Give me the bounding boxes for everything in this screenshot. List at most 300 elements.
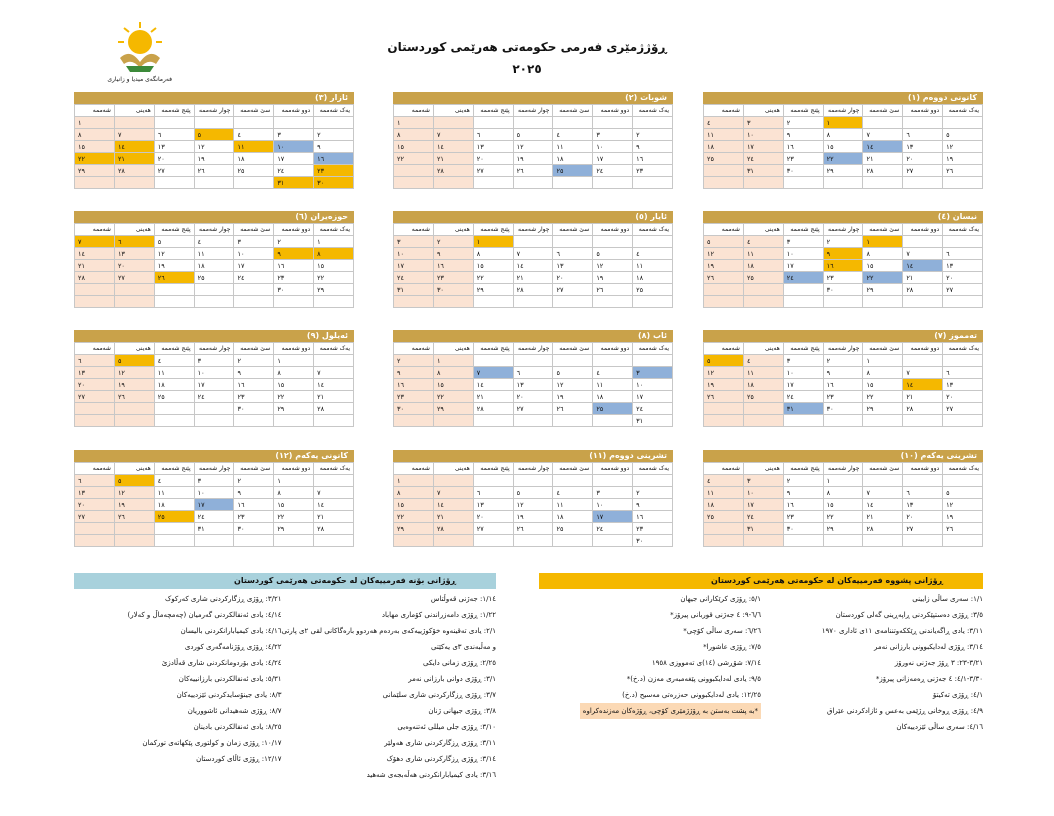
day-cell: ٧ [433,129,473,141]
list-item [74,703,282,719]
day-cell: ٨ [863,367,903,379]
day-cell: ٢ [234,475,274,487]
day-cell: ٣١ [394,284,434,296]
day-cell: ٢ [274,236,314,248]
day-cell: ٩ [823,248,863,260]
day-cell [903,177,943,189]
day-cell: ٢٧ [75,511,115,523]
day-cell: ٣١ [194,523,234,535]
day-cell [473,117,513,129]
day-cell: ٢٤ [394,272,434,284]
day-cell: ١٩ [513,153,553,165]
day-cell: ٢٦ [593,284,633,296]
day-cell: ٢٧ [903,165,943,177]
day-cell: ٢٠ [114,260,154,272]
krg-logo [108,18,172,90]
day-cell [75,403,115,415]
day-cell: ١٢ [513,141,553,153]
day-name: شەممە [394,105,434,117]
list-item-text: ١/٢٢: ڕۆژی دامەزراندنی کۆماری مهاباد [381,611,496,619]
day-name: چوار شەممە [194,105,234,117]
day-cell: ٦ [903,487,943,499]
day-name: چوار شەممە [194,343,234,355]
list-item-text: و مەڵبەندی ٣ی یەکێتی [431,643,496,651]
month-title: کانونی دووەم (١) [703,92,983,104]
day-cell: ٢١ [314,511,354,523]
day-name: یەک شەممە [943,224,983,236]
day-cell: ١٩ [704,260,744,272]
day-cell: ٣٠ [433,284,473,296]
day-cell: ١٤ [314,499,354,511]
day-cell: ٤ [553,129,593,141]
day-cell: ١٧ [274,153,314,165]
day-cell: ٥ [553,367,593,379]
day-cell: ٢٤ [743,153,783,165]
day-cell: ١٧ [194,499,234,511]
day-cell: ١٢ [553,379,593,391]
day-name: چوار شەممە [823,463,863,475]
day-cell: ٣ [593,129,633,141]
day-cell: ٥ [513,487,553,499]
list-item-text: ٦/٢٦: سەری ساڵی کۆچی* [683,627,761,635]
day-cell [783,177,823,189]
day-cell [513,177,553,189]
page-year: ٢٠٢٥ [512,62,542,76]
day-cell [704,415,744,427]
day-cell: ٦ [473,487,513,499]
day-cell: ٣٠ [823,284,863,296]
day-name: سێ شەممە [863,343,903,355]
day-cell: ١٧ [783,379,823,391]
day-cell: ٧ [75,236,115,248]
day-cell [194,117,234,129]
day-cell: ٣ [394,236,434,248]
events-list-left [74,591,282,783]
day-cell: ٢٧ [75,391,115,403]
day-name: یەک شەممە [314,343,354,355]
day-cell: ١٦ [314,153,354,165]
day-name: پێنج شەممە [154,105,194,117]
day-cell: ٢٨ [863,523,903,535]
day-cell [783,296,823,308]
day-cell: ٣١ [274,177,314,189]
month-title: تەمموز (٧) [703,330,983,342]
day-cell: ١ [823,475,863,487]
day-cell: ٢٠ [943,391,983,403]
day-cell [154,177,194,189]
month-calendar [703,450,983,547]
day-name: سێ شەممە [553,343,593,355]
day-cell: ٨ [394,487,434,499]
day-cell: ٢٤ [783,391,823,403]
day-cell [314,535,354,547]
day-cell: ١ [394,117,434,129]
day-cell: ١٧ [234,260,274,272]
day-cell: ١٥ [433,379,473,391]
day-cell [593,236,633,248]
day-cell: ٣٠ [394,403,434,415]
day-cell: ٣٠ [633,535,673,547]
day-cell: ١٥ [274,499,314,511]
day-cell: ٢٢ [314,272,354,284]
day-name: پێنج شەممە [473,224,513,236]
day-cell: ٢٧ [114,272,154,284]
day-cell: ١٥ [75,141,115,153]
day-name: چوار شەممە [194,463,234,475]
day-cell [863,117,903,129]
day-cell: ١١ [234,141,274,153]
day-cell: ١٠ [783,248,823,260]
day-cell [473,355,513,367]
day-cell: ٨ [274,367,314,379]
day-cell: ٢٩ [394,523,434,535]
day-cell: ١٣ [154,141,194,153]
day-cell: ٢٦ [513,165,553,177]
day-cell: ٢ [783,117,823,129]
day-cell: ٢٥ [704,153,744,165]
day-name: سێ شەممە [863,105,903,117]
day-cell [234,415,274,427]
day-name: شەممە [75,224,115,236]
day-cell: ٢٠ [903,511,943,523]
list-item [74,655,282,671]
day-cell: ٣ [194,355,234,367]
day-cell: ٧ [903,367,943,379]
day-name: یەک شەممە [314,105,354,117]
list-item-text: ٣/١: ڕۆژی دوانی بارزانی نەمر [408,675,496,683]
day-cell: ٢٣ [783,511,823,523]
day-cell: ٧ [114,129,154,141]
day-name: چوار شەممە [823,105,863,117]
list-item-text: ٣/٨: ڕۆژی جیهانی ژنان [428,707,496,715]
day-cell: ٢٨ [473,403,513,415]
day-cell: ١٣ [473,499,513,511]
day-cell: ٨ [274,487,314,499]
list-item [74,687,282,703]
day-name: پێنج شەممە [473,105,513,117]
list-item [539,703,761,719]
day-cell [704,523,744,535]
list-item [74,719,282,735]
day-cell: ١٧ [593,511,633,523]
day-cell: ٢٥ [234,165,274,177]
day-cell [75,415,115,427]
day-cell: ٢٨ [513,284,553,296]
day-cell: ١١ [743,248,783,260]
day-cell [863,535,903,547]
day-cell: ٢٥ [743,272,783,284]
day-cell: ١٠ [274,141,314,153]
day-cell [593,117,633,129]
day-cell [75,535,115,547]
list-item-text: ٤/٢٤: یادی بۆردومانکردنی شاری قەڵادزێ [161,659,282,667]
day-cell: ٢٣ [823,272,863,284]
day-cell: ٢٨ [314,403,354,415]
day-cell: ٢ [394,355,434,367]
day-cell: ١ [314,236,354,248]
day-cell [553,296,593,308]
day-cell [593,535,633,547]
day-cell: ٢٣ [633,523,673,535]
month-calendar [703,211,983,308]
day-cell: ٣١ [783,403,823,415]
day-cell: ٢ [633,129,673,141]
day-name: پێنج شەممە [783,105,823,117]
day-name: دوو شەممە [593,224,633,236]
list-item [539,687,761,703]
day-cell [553,535,593,547]
day-name: یەک شەممە [633,224,673,236]
day-cell: ٢٨ [114,165,154,177]
day-cell: ١١ [553,141,593,153]
day-cell: ٢٤ [593,523,633,535]
list-item-text: ٨/٣: یادی جینۆسایدکردنی ئێزدییەکان [176,691,282,699]
month-calendar [393,92,673,189]
list-item [539,639,761,655]
day-cell [114,284,154,296]
day-cell [593,296,633,308]
day-cell [553,475,593,487]
day-cell: ٣ [194,475,234,487]
day-cell: ٢٦ [114,511,154,523]
day-cell: ١٤ [433,499,473,511]
day-cell: ١٥ [274,379,314,391]
day-cell [633,475,673,487]
day-cell: ٢٣ [274,272,314,284]
list-item-text: ٣/٢١-٢٣: ٣ ڕۆژ جەژنی نەورۆز [894,659,983,667]
day-name: هەینی [743,224,783,236]
list-item-text: ٣/٧: ڕۆژی ڕزگارکردنی شاری سلێمانی [382,691,496,699]
day-cell [433,535,473,547]
list-item [74,591,282,607]
month-calendar [393,450,673,547]
day-cell: ٢٩ [863,403,903,415]
day-cell: ١٢ [154,248,194,260]
day-name: پێنج شەممە [783,224,823,236]
list-item [761,671,983,687]
day-cell: ١٨ [704,499,744,511]
month-calendar [703,330,983,427]
month-title: كانونی یەکەم (١٢) [74,450,354,462]
day-cell [314,355,354,367]
day-cell: ٢٦ [943,165,983,177]
day-cell: ١ [433,355,473,367]
list-item-text: ٤/٢٢: ڕۆژی ڕۆژنامەگەری کوردی [184,643,282,651]
day-cell [75,284,115,296]
day-cell [433,296,473,308]
day-name: شەممە [394,463,434,475]
day-cell: ٢٧ [473,523,513,535]
day-cell: ٨ [823,487,863,499]
day-name: دوو شەممە [903,105,943,117]
list-item [282,671,496,687]
day-cell: ٢٥ [743,391,783,403]
day-cell: ٦ [943,367,983,379]
list-item [761,607,983,623]
day-name: هەینی [743,463,783,475]
day-cell: ١٥ [473,260,513,272]
day-cell [314,475,354,487]
day-cell: ٧ [863,129,903,141]
day-cell [473,177,513,189]
day-cell [943,355,983,367]
day-cell [823,177,863,189]
day-cell: ١٨ [633,272,673,284]
day-cell: ٢٧ [553,284,593,296]
day-cell: ٥ [943,129,983,141]
day-cell: ٣ [743,117,783,129]
list-item [282,623,496,639]
day-cell: ٢٥ [194,272,234,284]
day-cell: ٢٦ [704,272,744,284]
day-cell: ٣١ [743,165,783,177]
day-cell: ١٦ [633,153,673,165]
day-cell: ٥ [194,129,234,141]
day-name: یەک شەممە [943,463,983,475]
day-cell [513,535,553,547]
day-cell [394,535,434,547]
day-cell: ٢ [314,129,354,141]
day-cell [783,535,823,547]
day-cell: ١٩ [553,391,593,403]
month-title: ئازار (٣) [74,92,354,104]
day-cell: ٨ [863,248,903,260]
list-item [761,687,983,703]
page-title: ڕۆژژمێری فەرمی حکومەتی هەرێمی کوردستان [387,40,667,54]
month-calendar [703,92,983,189]
day-name: سێ شەممە [863,224,903,236]
day-cell: ١٤ [513,260,553,272]
day-cell: ٢٧ [943,284,983,296]
day-cell [75,296,115,308]
day-name: سێ شەممە [234,224,274,236]
list-item-text: ٤/١٤: یادی ئەنفالکردنی گەرمیان (چەمچەماڵ و کەلار) [127,611,282,619]
day-cell: ١٨ [553,153,593,165]
day-cell: ٢٢ [394,511,434,523]
day-cell: ٧ [314,367,354,379]
list-item [74,639,282,655]
day-cell: ١ [274,355,314,367]
day-cell [154,523,194,535]
month-calendar [74,330,354,427]
day-cell [114,177,154,189]
day-cell: ٥ [943,487,983,499]
day-cell: ٥ [704,355,744,367]
day-cell: ١٠ [743,487,783,499]
day-cell: ٢٨ [75,272,115,284]
day-cell: ٢١ [863,511,903,523]
day-cell: ٢٩ [75,165,115,177]
day-cell [783,415,823,427]
list-item [282,735,496,751]
day-cell: ١٣ [943,260,983,272]
day-cell: ١٦ [823,260,863,272]
day-cell [943,236,983,248]
month-calendar [393,211,673,308]
day-cell: ١ [394,475,434,487]
day-cell: ٢٢ [274,391,314,403]
day-cell [154,535,194,547]
day-cell: ٢٨ [903,403,943,415]
list-item-text: ٤/١: ڕۆژی تەکیتۆ [932,691,983,699]
day-cell: ١٣ [903,499,943,511]
day-cell: ٢ [234,355,274,367]
day-cell [513,117,553,129]
day-cell: ١٢ [943,141,983,153]
list-item [761,703,983,719]
day-cell: ١٨ [553,511,593,523]
day-cell: ١٥ [394,141,434,153]
day-cell: ٢٢ [394,153,434,165]
day-name: شەممە [704,343,744,355]
day-cell: ٧ [314,487,354,499]
day-cell: ٦ [513,367,553,379]
day-cell: ١٩ [704,379,744,391]
day-cell [114,296,154,308]
day-cell: ٢٠ [75,379,115,391]
day-cell [743,403,783,415]
day-cell [234,177,274,189]
day-cell: ١٤ [863,499,903,511]
day-cell [903,355,943,367]
day-cell: ١٢ [114,487,154,499]
month-title: ئایار (٥) [393,211,673,223]
day-cell [863,415,903,427]
day-cell: ١٥ [863,379,903,391]
day-cell: ٢٨ [903,284,943,296]
day-cell: ٢٤ [194,391,234,403]
day-cell: ٥ [593,248,633,260]
day-name: هەینی [433,105,473,117]
day-name: شەممە [394,343,434,355]
month-title: حوزەیران (٦) [74,211,354,223]
day-cell: ٩ [274,248,314,260]
day-cell: ١٢ [114,367,154,379]
day-cell: ٨ [473,248,513,260]
day-cell: ٢١ [75,260,115,272]
day-cell: ١٠ [194,487,234,499]
month-title: تشرینی یەکەم (١٠) [703,450,983,462]
day-cell: ٢٨ [433,523,473,535]
day-cell: ٢٧ [154,165,194,177]
day-name: شەممە [704,224,744,236]
day-cell [314,415,354,427]
day-cell [903,475,943,487]
day-name: یەک شەممە [633,105,673,117]
day-cell [823,415,863,427]
day-cell: ٩ [783,129,823,141]
day-cell: ١٦ [783,141,823,153]
list-item [539,591,761,607]
day-name: هەینی [114,463,154,475]
month-title: تشرینی دووەم (١١) [393,450,673,462]
day-name: شەممە [75,463,115,475]
day-cell [943,117,983,129]
day-cell [943,296,983,308]
day-cell [704,535,744,547]
list-item [282,591,496,607]
day-cell: ١٥ [394,499,434,511]
day-cell: ٢٩ [274,523,314,535]
month-calendar [74,211,354,308]
day-name: دوو شەممە [903,343,943,355]
events-panel-title: ڕۆژانی بۆنە فەرمییەکان لە حکومەتی هەرێمی کوردستان [74,573,496,589]
day-cell [783,284,823,296]
list-item [761,591,983,607]
day-cell: ٢٤ [743,511,783,523]
day-cell: ١١ [553,499,593,511]
day-cell: ٥ [704,236,744,248]
